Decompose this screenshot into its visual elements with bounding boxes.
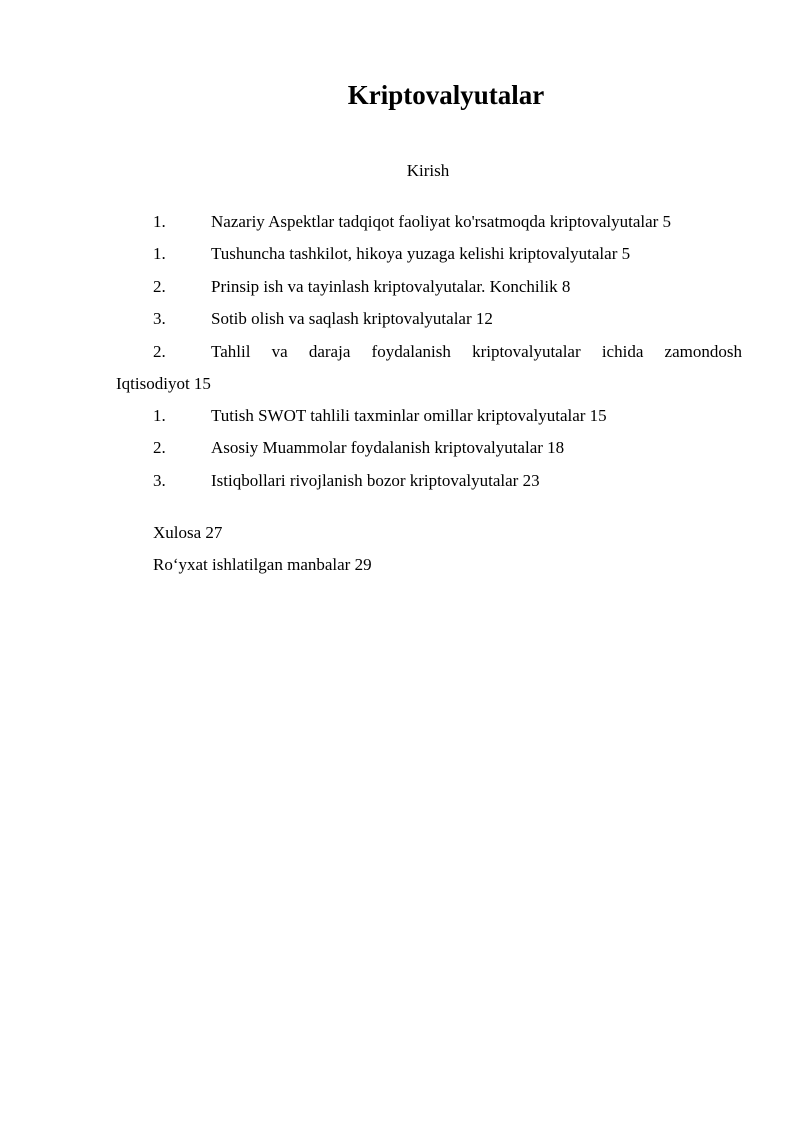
toc-item-number: 3. xyxy=(153,309,166,328)
toc-item-text: Tushuncha tashkilot, hikoya yuzaga kelishi kriptovalyutalar 5 xyxy=(211,244,631,263)
toc-item-text: Prinsip ish va tayinlash kriptovalyutalar. Konchilik 8 xyxy=(211,277,571,296)
document-title: Kriptovalyutalar xyxy=(347,80,545,110)
toc-item-number: 2. xyxy=(153,342,166,361)
toc-item-number: 2. xyxy=(153,438,166,457)
toc-item-number: 2. xyxy=(153,277,166,296)
toc-item-number: 1. xyxy=(153,244,166,263)
toc-item-text: Sotib olish va saqlash kriptovalyutalar 12 xyxy=(211,309,493,328)
toc-item-number: 3. xyxy=(153,471,166,490)
toc-item-text: Istiqbollari rivojlanish bozor kriptovalyutalar 23 xyxy=(211,471,540,490)
toc-item-number: 1. xyxy=(153,406,166,425)
toc-item-text: Nazariy Aspektlar tadqiqot faoliyat ko'rsatmoqda kriptovalyutalar 5 xyxy=(211,212,672,231)
toc-item-text: Asosiy Muammolar foydalanish kriptovalyutalar 18 xyxy=(211,438,565,457)
toc-closing-text: Ro‘yxat ishlatilgan manbalar 29 xyxy=(153,555,372,574)
toc-closing-text: Xulosa 27 xyxy=(153,523,223,542)
toc-item-text: Tutish SWOT tahlili taxminlar omillar kriptovalyutalar 15 xyxy=(211,406,607,425)
toc-item-text: Tahlil va daraja foydalanish kriptovalyutalar ichida zamondosh xyxy=(211,342,742,361)
toc-item-continuation-text: Iqtisodiyot 15 xyxy=(116,374,211,393)
toc-item-number: 1. xyxy=(153,212,166,231)
toc-intro: Kirish xyxy=(406,161,450,180)
